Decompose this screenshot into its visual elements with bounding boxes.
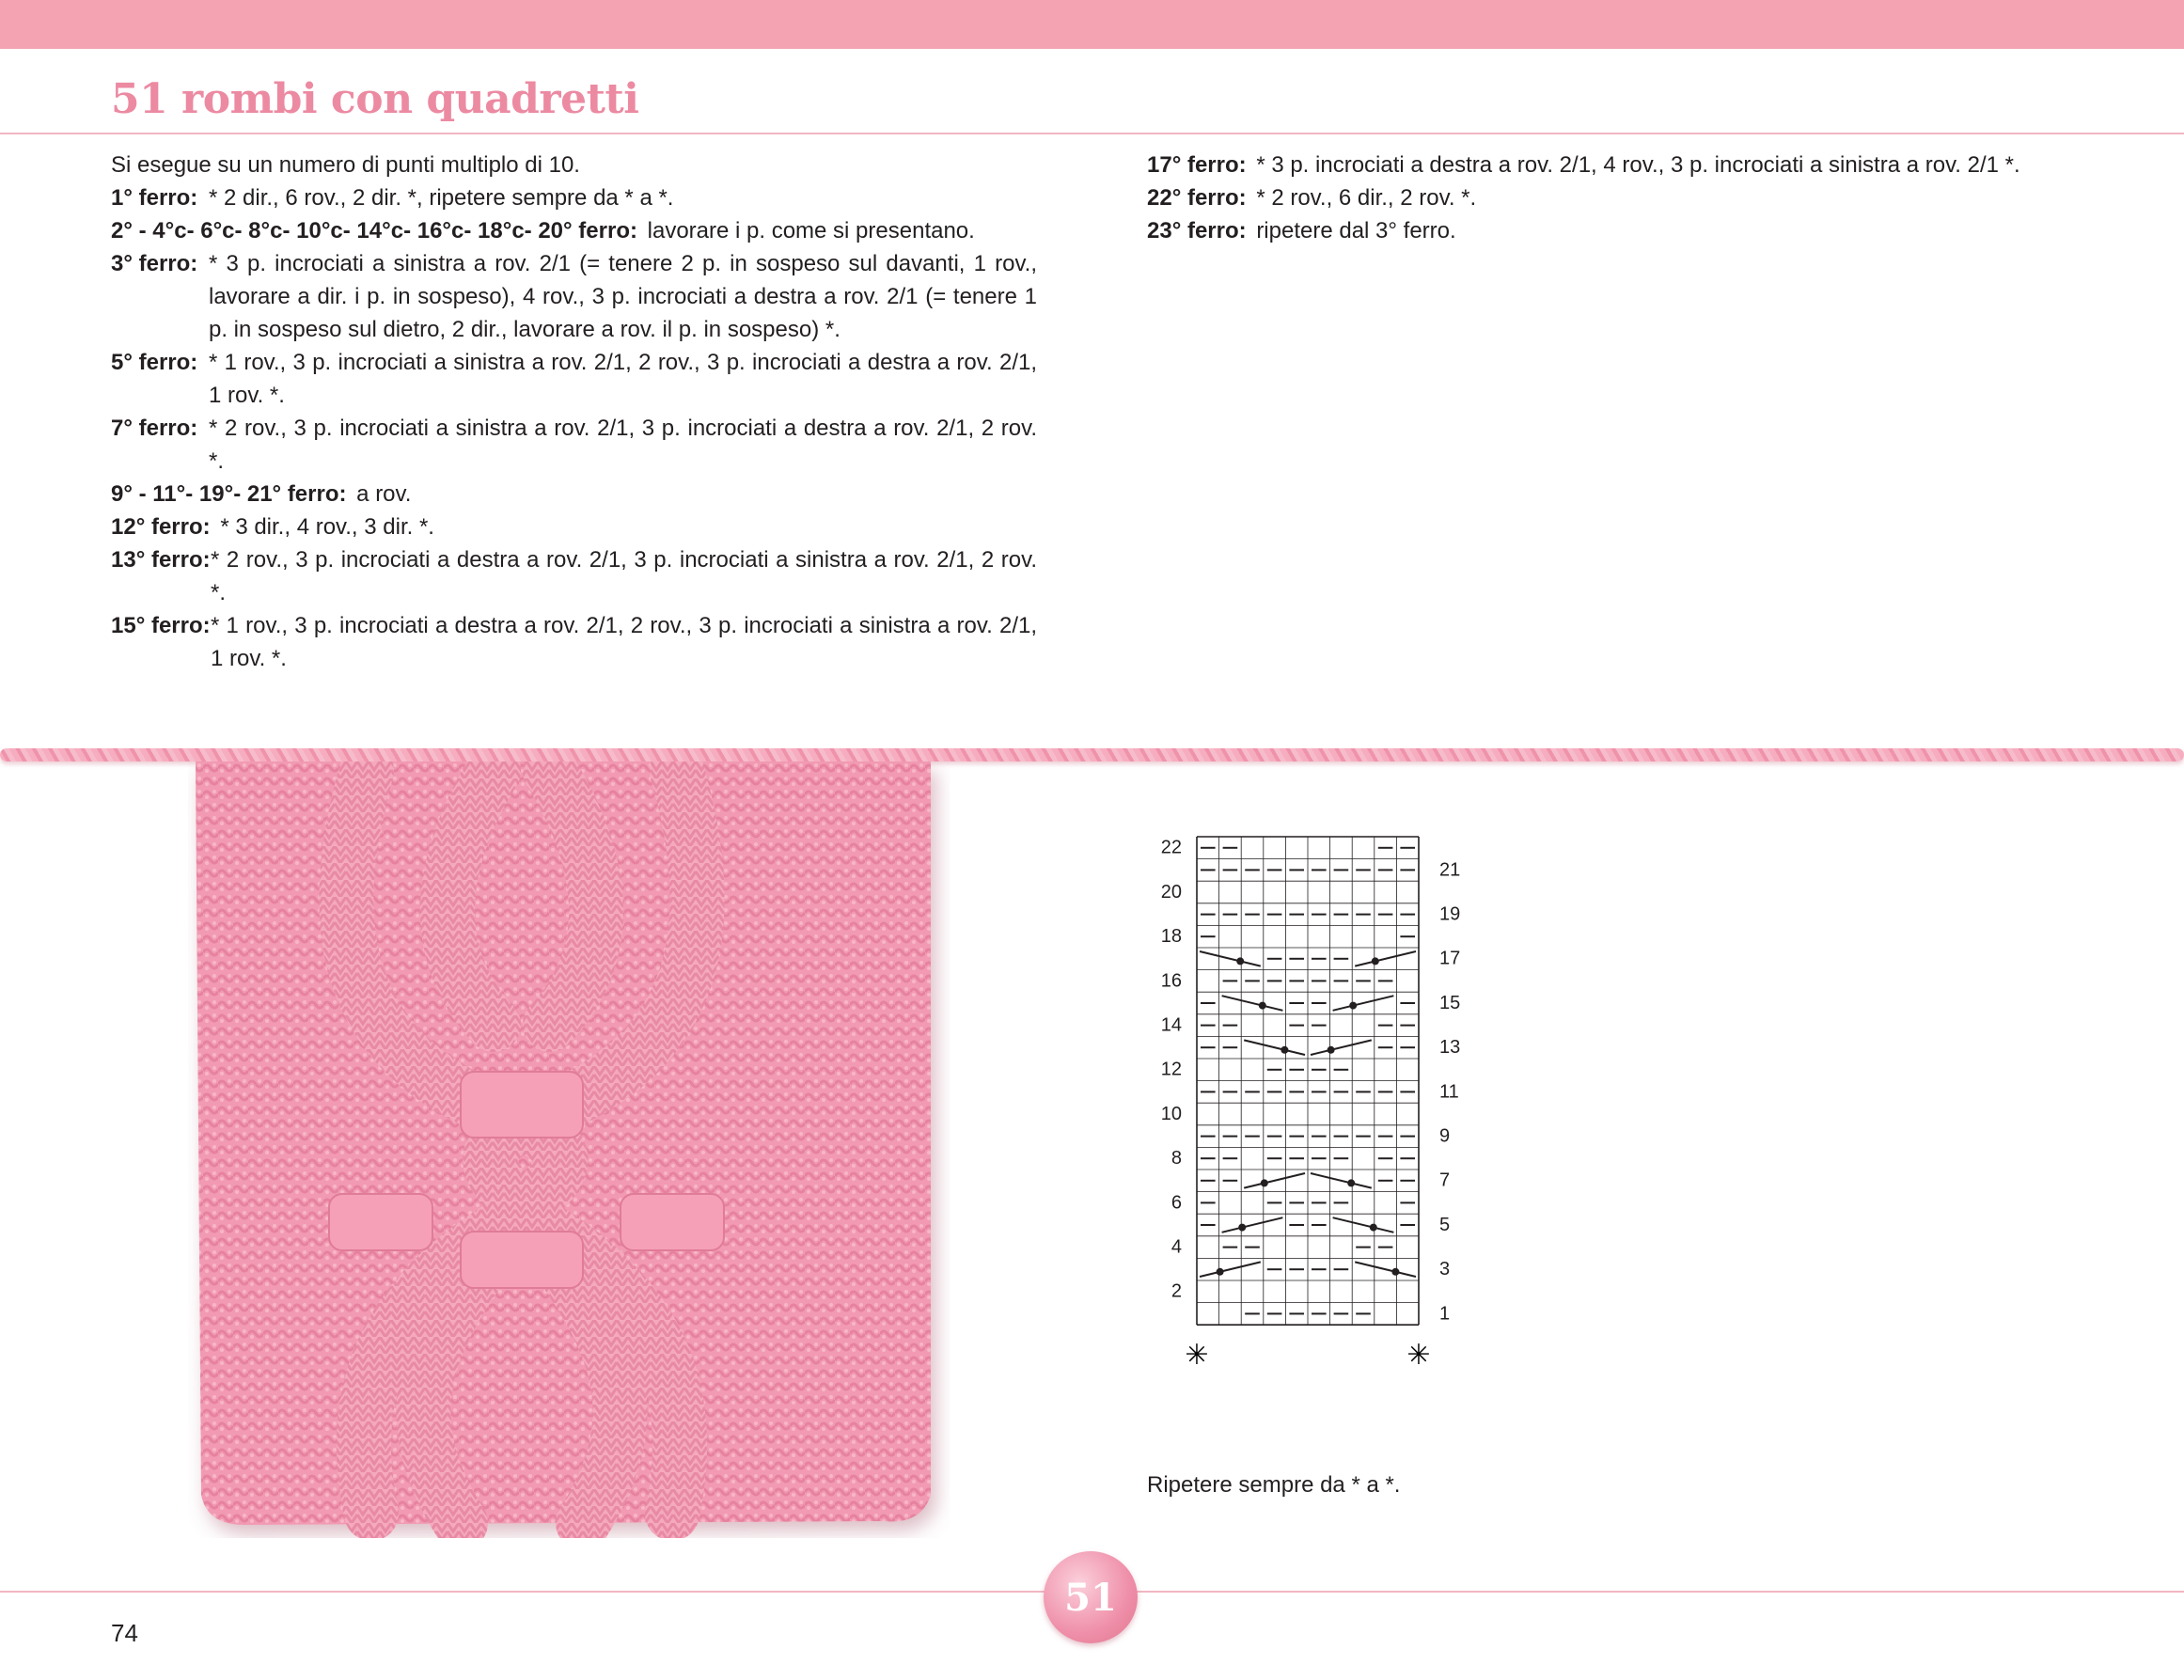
page-title: 51 rombi con quadretti (111, 75, 639, 123)
chart-grid-lines (1197, 837, 1419, 1325)
chart-left-row-numbers (1161, 838, 1182, 1302)
instruction-row-12 (111, 510, 1037, 543)
row-text: * 2 rov., 3 p. incrociati a destra a rov. 2/1, 3 p. incrociati a sinistra a rov. 2/1, 2 rov. *. (211, 547, 1037, 605)
row-label: 5° ferro: (111, 350, 198, 375)
row-text: * 3 p. incrociati a sinistra a rov. 2/1 (= tenere 2 p. in sospeso sul davanti, 1 rov., lavorare a dir. i p. in sospeso), 4 rov., 3 p. incrociati a destra a rov. 2/1 (= tenere 1 p. in sospeso sul dietro, 2 dir., lavorare a rov. il p. in sospeso) *. (209, 251, 1037, 342)
chart-row-number: 1 (1439, 1303, 1451, 1325)
chart-row-number: 8 (1171, 1148, 1182, 1170)
page-number: 74 (111, 1619, 138, 1647)
instruction-row-7 (111, 412, 1037, 478)
cable-purl-dot (1217, 1268, 1224, 1276)
cable-cross-symbol (1200, 951, 1261, 966)
row-label: 1° ferro: (111, 185, 198, 211)
row-label: 12° ferro: (111, 514, 211, 540)
chart-row-number: 20 (1160, 881, 1182, 903)
knitted-swatch-photo (188, 761, 950, 1538)
cable-purl-dot (1261, 1179, 1268, 1186)
instruction-row-17 (1147, 149, 2125, 181)
chart-row-number: 14 (1160, 1014, 1182, 1036)
chart-row-number: 10 (1160, 1103, 1182, 1124)
chart-row-number: 22 (1160, 837, 1182, 858)
row-text: * 2 rov., 6 dir., 2 rov. *. (1256, 185, 1477, 211)
instruction-row-15 (111, 609, 1037, 675)
title-divider (0, 133, 2184, 134)
chart-row-number: 18 (1160, 926, 1182, 948)
chart-row-number: 12 (1160, 1059, 1182, 1080)
cable-cross-symbol (1222, 996, 1283, 1011)
cable-purl-dot (1349, 1002, 1357, 1010)
cable-purl-dot (1236, 957, 1244, 965)
cable-cross-symbol (1244, 1173, 1305, 1188)
cable-purl-dot (1259, 1002, 1266, 1010)
instruction-row-2 (111, 214, 1037, 247)
chart-row-number: 15 (1439, 992, 1461, 1013)
repeat-start-marker: ✳ (1185, 1339, 1209, 1373)
instruction-row-9 (111, 478, 1037, 510)
row-label: 15° ferro: (111, 613, 211, 638)
row-text: lavorare i p. come si presentano. (647, 218, 975, 243)
chart-row-number: 16 (1160, 970, 1182, 992)
row-label: 22° ferro: (1147, 185, 1247, 211)
row-text: * 2 dir., 6 rov., 2 dir. *, ripetere sempre da * a *. (209, 185, 674, 211)
stitch-chart-grid (1123, 818, 1500, 1373)
chart-row-number: 19 (1439, 903, 1461, 925)
cable-cross-symbol (1311, 1040, 1372, 1055)
chart-row-number: 13 (1439, 1037, 1461, 1059)
cable-cross-symbol (1333, 996, 1394, 1011)
cable-purl-dot (1391, 1268, 1399, 1276)
chart-row-number: 11 (1439, 1081, 1459, 1103)
row-text: * 1 rov., 3 p. incrociati a sinistra a rov. 2/1, 2 rov., 3 p. incrociati a destra a rov. 2/1, 1 rov. *. (209, 350, 1037, 408)
chart-row-number: 5 (1439, 1214, 1451, 1235)
row-text: * 3 p. incrociati a destra a rov. 2/1, 4 rov., 3 p. incrociati a sinistra a rov. 2/1 *. (1256, 152, 2020, 178)
cable-cross-symbol (1222, 1217, 1283, 1233)
badge-number: 51 (1064, 1575, 1117, 1620)
chart-row-number: 21 (1439, 859, 1461, 881)
row-label: 9° - 11°- 19°- 21° ferro: (111, 481, 347, 507)
chart-row-number: 7 (1439, 1170, 1451, 1191)
cable-purl-dot (1372, 957, 1379, 965)
instruction-row-13 (111, 543, 1037, 609)
chart-row-number: 2 (1171, 1280, 1182, 1302)
pattern-number-badge (1044, 1551, 1138, 1643)
row-text: * 2 rov., 3 p. incrociati a sinistra a rov. 2/1, 3 p. incrociati a destra a rov. 2/1, 2 rov. *. (209, 416, 1037, 474)
cable-cross-symbol (1355, 1262, 1416, 1277)
instruction-row-23 (1147, 214, 2125, 247)
row-label: 2° - 4°c- 6°c- 8°c- 10°c- 14°c- 16°c- 18°c- 20° ferro: (111, 218, 637, 243)
repeat-note: Ripetere sempre da * a *. (1147, 1472, 1401, 1498)
chart-row-number: 9 (1439, 1125, 1451, 1147)
cable-purl-dot (1238, 1224, 1246, 1232)
row-label: 7° ferro: (111, 416, 198, 441)
instructions-left-column (111, 149, 1037, 675)
row-text: ripetere dal 3° ferro. (1256, 218, 1456, 243)
instruction-row-5 (111, 346, 1037, 412)
cable-cross-symbol (1311, 1173, 1372, 1188)
repeat-end-marker: ✳ (1406, 1339, 1431, 1373)
cable-purl-dot (1281, 1046, 1288, 1054)
row-label: 3° ferro: (111, 251, 198, 276)
swatch-illustration (188, 761, 950, 1538)
chart-row-number: 17 (1439, 948, 1461, 969)
row-label: 13° ferro: (111, 547, 211, 573)
instructions-right-column (1147, 149, 2125, 247)
cable-cross-symbol (1355, 951, 1416, 966)
stitch-chart (1123, 818, 1500, 1373)
instruction-row-1 (111, 181, 1037, 214)
cable-cross-symbol (1333, 1217, 1394, 1233)
intro-text: Si esegue su un numero di punti multiplo di 10. (111, 152, 580, 178)
row-label: 23° ferro: (1147, 218, 1247, 243)
cable-cross-symbol (1244, 1040, 1305, 1055)
cable-purl-dot (1370, 1224, 1377, 1232)
row-text: a rov. (356, 481, 412, 507)
instruction-row-22 (1147, 181, 2125, 214)
chart-row-number: 6 (1171, 1192, 1182, 1214)
chart-row-number: 4 (1171, 1236, 1182, 1258)
chart-row-number: 3 (1439, 1259, 1451, 1280)
intro-line (111, 149, 1037, 181)
row-label: 17° ferro: (1147, 152, 1247, 178)
instruction-row-3 (111, 247, 1037, 346)
top-color-band (0, 0, 2184, 49)
row-text: * 1 rov., 3 p. incrociati a destra a rov. 2/1, 2 rov., 3 p. incrociati a sinistra a rov. 2/1, 1 rov. *. (211, 613, 1037, 671)
row-text: * 3 dir., 4 rov., 3 dir. *. (220, 514, 434, 540)
yarn-strand-divider (0, 748, 2184, 761)
cable-purl-dot (1347, 1179, 1355, 1186)
cable-purl-dot (1328, 1046, 1335, 1054)
chart-right-row-numbers (1439, 859, 1460, 1324)
cable-cross-symbol (1200, 1262, 1261, 1277)
